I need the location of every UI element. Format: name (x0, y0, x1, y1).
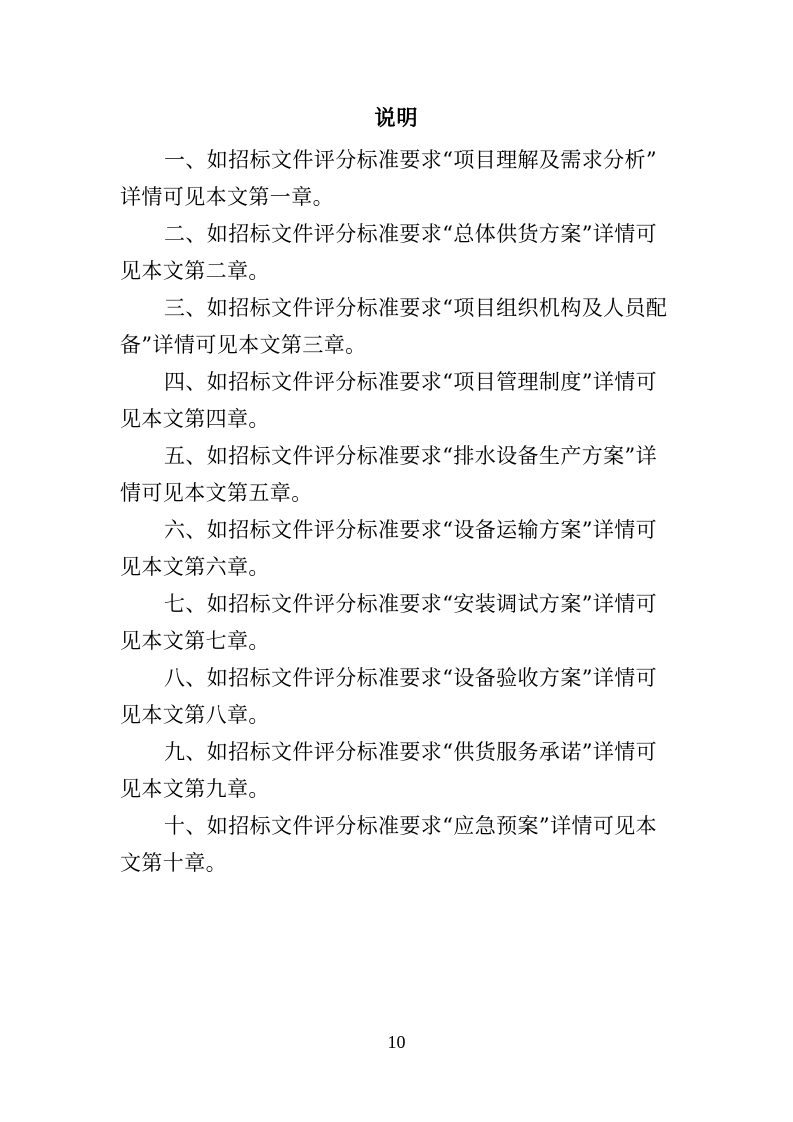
instruction-line: 九、如招标文件评分标准要求“供货服务承诺”详情可 (164, 740, 658, 764)
instruction-line: 三、如招标文件评分标准要求“项目组织机构及人员配 (164, 296, 668, 320)
instruction-line: 见本文第九章。 (120, 777, 270, 801)
instruction-line: 二、如招标文件评分标准要求“总体供货方案”详情可 (164, 222, 658, 246)
instruction-item-1 (120, 142, 680, 216)
instruction-item-4 (120, 364, 680, 438)
instruction-line: 详情可见本文第一章。 (120, 185, 334, 209)
instruction-item-2 (120, 216, 680, 290)
instruction-line: 见本文第八章。 (120, 703, 270, 727)
instruction-line: 见本文第六章。 (120, 555, 270, 579)
page-number: 10 (387, 1032, 406, 1052)
instruction-line: 八、如招标文件评分标准要求“设备验收方案”详情可 (164, 666, 658, 690)
instruction-line: 见本文第二章。 (120, 259, 270, 283)
instruction-line: 七、如招标文件评分标准要求“安装调试方案”详情可 (164, 592, 658, 616)
page-title: 说明 (374, 105, 419, 130)
instruction-line: 文第十章。 (120, 851, 227, 875)
instruction-line: 情可见本文第五章。 (120, 481, 313, 505)
instruction-line: 一、如招标文件评分标准要求“项目理解及需求分析” (164, 148, 658, 172)
instruction-item-7 (120, 586, 680, 660)
instruction-item-6 (120, 512, 680, 586)
instruction-item-10 (120, 808, 680, 882)
instruction-item-9 (120, 734, 680, 808)
instruction-line: 见本文第七章。 (120, 629, 270, 653)
instruction-list (120, 142, 680, 882)
instruction-item-3 (120, 290, 680, 364)
instruction-line: 十、如招标文件评分标准要求“应急预案”详情可见本 (164, 814, 658, 838)
instruction-line: 见本文第四章。 (120, 407, 270, 431)
instruction-line: 六、如招标文件评分标准要求“设备运输方案”详情可 (164, 518, 658, 542)
instruction-line: 四、如招标文件评分标准要求“项目管理制度”详情可 (164, 370, 658, 394)
instruction-item-8 (120, 660, 680, 734)
instruction-item-5 (120, 438, 680, 512)
instruction-line: 备”详情可见本文第三章。 (120, 333, 367, 357)
instruction-line: 五、如招标文件评分标准要求“排水设备生产方案”详 (164, 444, 658, 468)
